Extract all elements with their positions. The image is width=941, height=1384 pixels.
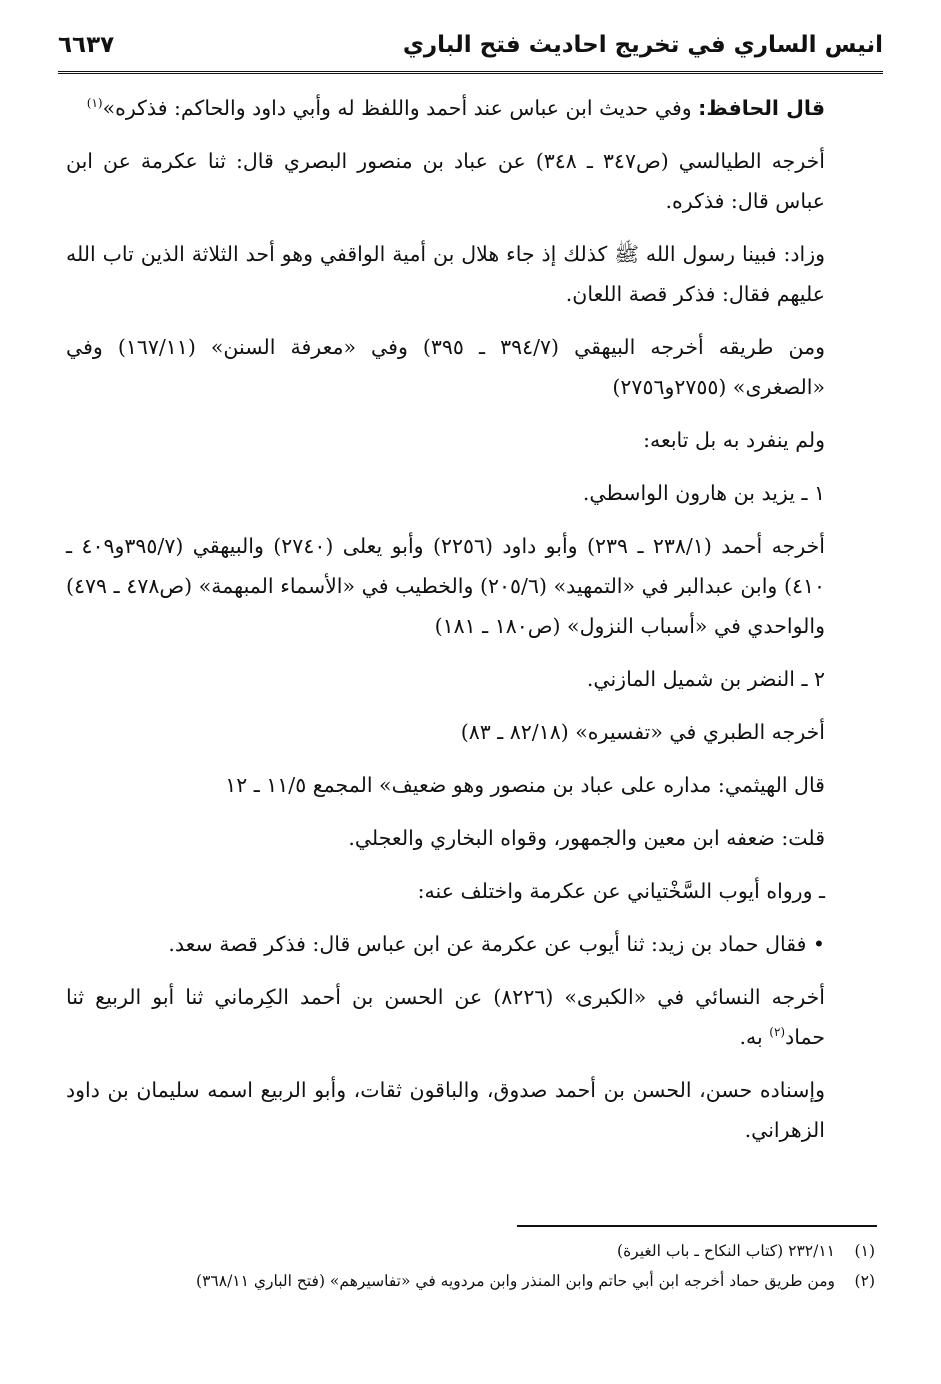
footnote-rule <box>517 1225 877 1227</box>
paragraph-addition: وزاد: فبينا رسول الله ﷺ كذلك إذ جاء هلال بن أمية الواقفي وهو أحد الثلاثة الذين تاب الله عليهم فقال: فذكر قصة اللعان. <box>66 242 825 306</box>
footnote-1 <box>66 1236 875 1266</box>
page-number: ٦٦٣٧ <box>58 32 115 58</box>
footnote-ref-2: (٢) <box>769 1025 786 1040</box>
footnote-2 <box>66 1266 875 1296</box>
main-text <box>66 88 875 1163</box>
nasai-text-end: به. <box>739 1025 770 1049</box>
page-header <box>58 28 883 70</box>
footnote-text: ٢٣٢/١١ (كتاب النكاح ـ باب الغيرة) <box>617 1242 835 1260</box>
paragraph-qultu: قلت: ضعفه ابن معين والجمهور، وقواه البخاري والعجلي. <box>348 826 825 850</box>
numbered-item-2: ٢ ـ النضر بن شميل المازني. <box>586 667 825 691</box>
hafiz-quote-text: وفي حديث ابن عباس عند أحمد واللفظ له وأبي داود والحاكم: فذكره» <box>102 96 699 120</box>
bullet-hammad: • فقال حماد بن زيد: ثنا أيوب عن عكرمة عن ابن عباس قال: فذكر قصة سعد. <box>168 932 825 956</box>
paragraph-ayyub: ـ ورواه أيوب السَّخْتياني عن عكرمة واختلف عنه: <box>417 879 825 903</box>
hafiz-label: قال الحافظ: <box>698 96 825 120</box>
header-rule <box>58 71 883 77</box>
paragraph-bayhaqi: ومن طريقه أخرجه البيهقي (٣٩٤/٧ ـ ٣٩٥) وفي «معرفة السنن» (١٦٧/١١) وفي «الصغرى» (٢٧٥٥و٢٧٥٦) <box>66 335 825 399</box>
numbered-item-1: ١ ـ يزيد بن هارون الواسطي. <box>582 481 825 505</box>
footnote-text: ومن طريق حماد أخرجه ابن أبي حاتم وابن المنذر وابن مردويه في «تفاسيرهم» (فتح الباري ٣٦٨/١١) <box>196 1272 835 1290</box>
paragraph-tabari: أخرجه الطبري في «تفسيره» (٨٢/١٨ ـ ٨٣) <box>460 720 825 744</box>
paragraph-nasai <box>66 977 875 1057</box>
paragraph-haythami: قال الهيثمي: مداره على عباد بن منصور وهو ضعيف» المجمع ١١/٥ ـ ١٢ <box>225 773 825 797</box>
paragraph-isnad: وإسناده حسن، الحسن بن أحمد صدوق، والباقون ثقات، وأبو الربيع اسمه سليمان بن داود الزهراني. <box>66 1078 825 1142</box>
nasai-text: أخرجه النسائي في «الكبرى» (٨٢٢٦) عن الحسن بن أحمد الكِرماني ثنا أبو الربيع ثنا حماد <box>66 985 825 1049</box>
footnote-number: (١) <box>854 1242 875 1260</box>
paragraph-ahmad: أخرجه أحمد (٢٣٨/١ ـ ٢٣٩) وأبو داود (٢٢٥٦) وأبو يعلى (٢٧٤٠) والبيهقي (٣٩٥/٧و٤٠٩ ـ ٤١٠) وابن عبدالبر في «التمهيد» (٢٠٥/٦) والخطيب في «الأسماء المبهمة» (ص٤٧٨ ـ ٤٧٩) والواحدي في «أسباب النزول» (ص١٨٠ ـ ١٨١) <box>66 534 825 638</box>
paragraph-tayalisi: أخرجه الطيالسي (ص٣٤٧ ـ ٣٤٨) عن عباد بن منصور البصري قال: ثنا عكرمة عن ابن عباس قال: فذكره. <box>66 149 825 213</box>
footnotes <box>66 1236 875 1296</box>
paragraph-hafiz-quote <box>66 88 875 128</box>
footnote-number: (٢) <box>854 1272 875 1290</box>
running-title: انيس الساري في تخريج احاديث فتح الباري <box>402 32 883 58</box>
footnote-ref-1: (١) <box>86 96 103 111</box>
paragraph-followers: ولم ينفرد به بل تابعه: <box>643 428 825 452</box>
